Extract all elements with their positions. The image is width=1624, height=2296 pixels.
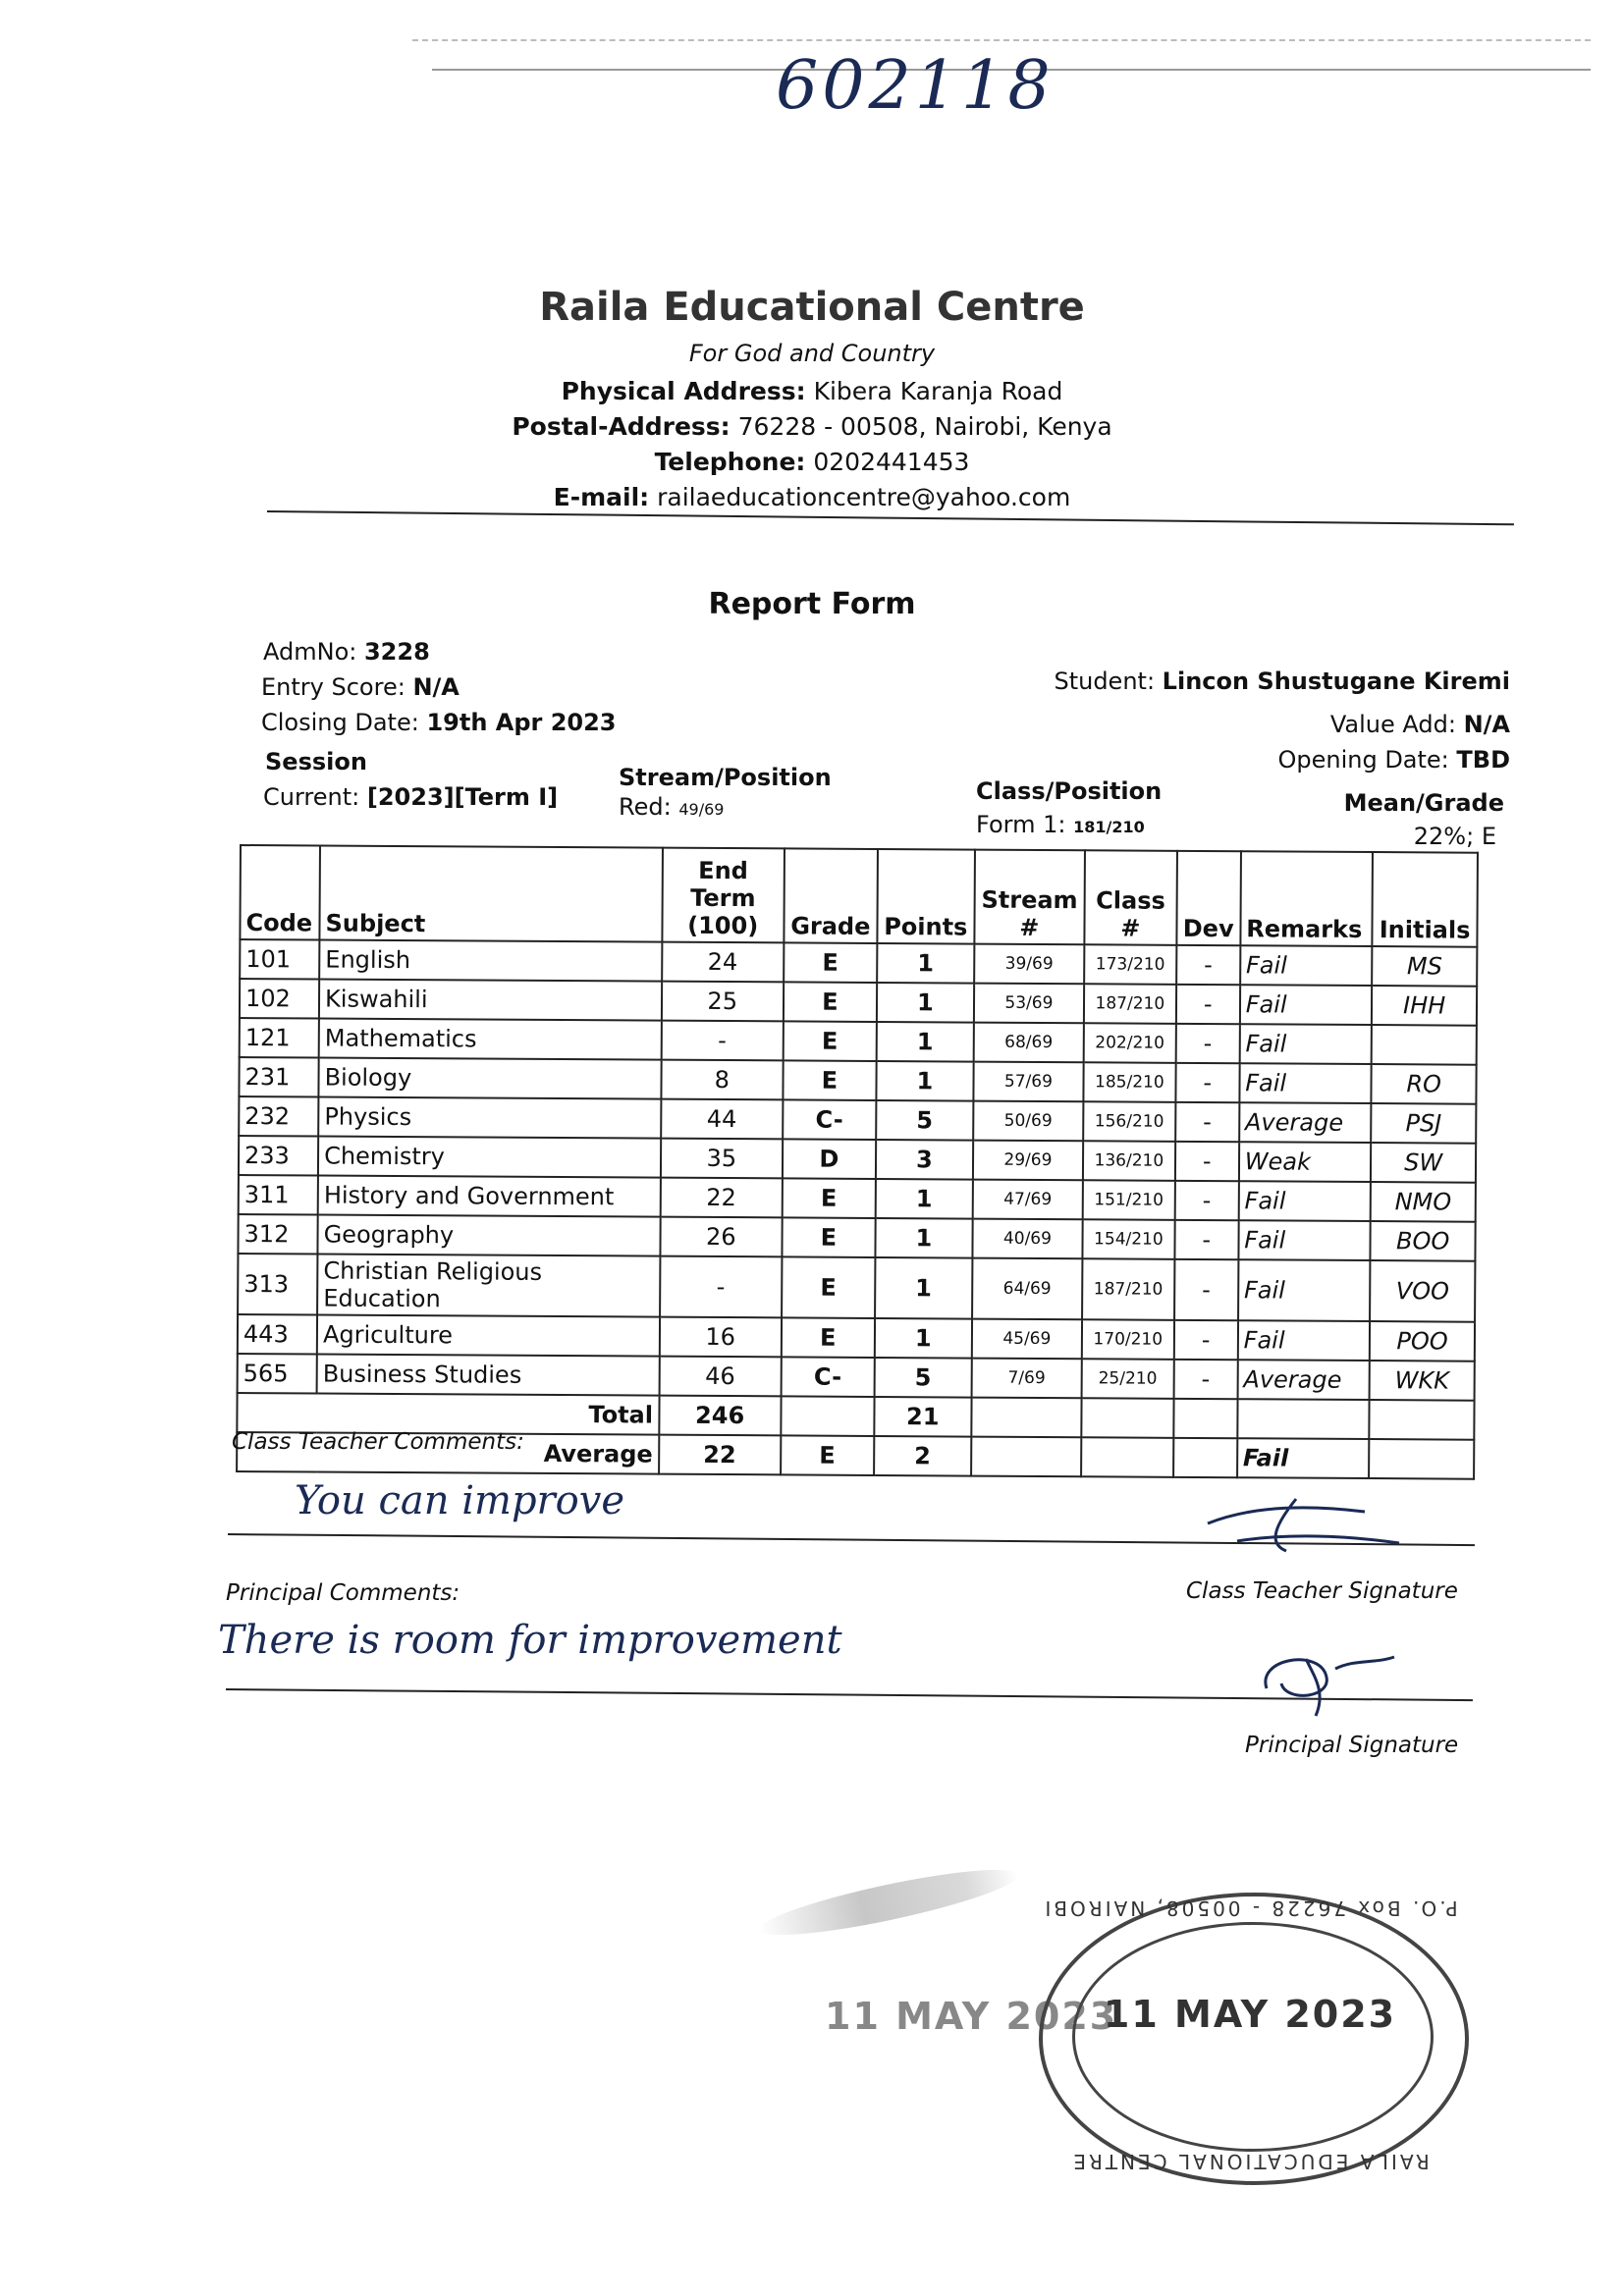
cell-points: 1 xyxy=(876,1061,973,1101)
cell-code: 232 xyxy=(239,1096,318,1136)
adm-no-label: AdmNo: xyxy=(263,638,357,666)
email-value: railaeducationcentre@yahoo.com xyxy=(657,483,1071,511)
cell-class: 154/210 xyxy=(1082,1219,1174,1259)
col-points: Points xyxy=(877,849,975,944)
cell-remarks: Average xyxy=(1239,1102,1372,1143)
opening-date-value: TBD xyxy=(1456,746,1510,774)
cell-code: 121 xyxy=(240,1018,319,1057)
cell-subject: History and Government xyxy=(318,1175,661,1216)
cell-points: 5 xyxy=(876,1100,973,1141)
cell-dev: - xyxy=(1175,1102,1239,1142)
physical-address-value: Kibera Karanja Road xyxy=(813,377,1063,405)
grades-body xyxy=(238,939,1478,1401)
cell-initials: IHH xyxy=(1372,986,1477,1026)
cell-remarks: Fail xyxy=(1238,1220,1371,1260)
physical-address-label: Physical Address: xyxy=(561,377,806,405)
cell-grade: E xyxy=(784,942,877,983)
average-empty-cell xyxy=(1369,1439,1474,1479)
cell-score: 8 xyxy=(661,1060,784,1100)
opening-date-label: Opening Date: xyxy=(1277,746,1449,774)
stream-position-value: 49/69 xyxy=(678,800,725,819)
session-title: Session xyxy=(265,748,367,775)
cell-score: - xyxy=(661,1021,784,1061)
ink-smudge xyxy=(755,1857,1022,1947)
cell-remarks: Fail xyxy=(1239,1024,1372,1064)
average-points: 2 xyxy=(874,1436,971,1476)
entry-score xyxy=(261,673,460,701)
cell-score: 35 xyxy=(660,1139,783,1179)
handwritten-number: 602118 xyxy=(776,47,1055,125)
cell-stream: 39/69 xyxy=(974,944,1084,985)
cell-code: 102 xyxy=(240,979,319,1018)
average-empty-cell xyxy=(1173,1438,1237,1477)
cell-class: 156/210 xyxy=(1083,1101,1175,1142)
average-label: Average xyxy=(237,1432,659,1474)
cell-dev: - xyxy=(1173,1360,1237,1399)
cell-points: 3 xyxy=(876,1140,973,1180)
class-position-label: Form 1: xyxy=(976,811,1066,838)
postal-address-value: 76228 - 00508, Nairobi, Kenya xyxy=(737,412,1112,441)
closing-date-label: Closing Date: xyxy=(261,709,419,736)
email-label: E-mail: xyxy=(553,483,650,511)
cell-initials: WKK xyxy=(1370,1361,1475,1401)
student-name-value: Lincon Shustugane Kiremi xyxy=(1162,667,1510,695)
cell-stream: 64/69 xyxy=(972,1258,1083,1320)
average-remark: Fail xyxy=(1237,1438,1370,1478)
cell-class: 151/210 xyxy=(1083,1180,1175,1220)
cell-grade: E xyxy=(784,982,877,1022)
total-empty-cell xyxy=(1081,1398,1173,1438)
cell-stream: 29/69 xyxy=(973,1141,1083,1181)
postal-address-label: Postal-Address: xyxy=(512,412,731,441)
col-remarks: Remarks xyxy=(1240,851,1373,946)
cell-code: 233 xyxy=(239,1136,318,1175)
cell-subject: Physics xyxy=(318,1096,661,1138)
cell-score: 25 xyxy=(661,982,784,1022)
cell-score: - xyxy=(660,1256,783,1318)
class-teacher-signature-mark xyxy=(1198,1494,1404,1557)
cell-initials: BOO xyxy=(1371,1221,1476,1261)
cell-remarks: Fail xyxy=(1240,945,1373,986)
cell-grade: E xyxy=(783,1060,876,1100)
school-motto: For God and Country xyxy=(688,340,936,367)
cell-code: 311 xyxy=(239,1175,318,1214)
cell-stream: 45/69 xyxy=(972,1319,1082,1360)
report-title: Report Form xyxy=(708,587,916,621)
cell-class: 25/210 xyxy=(1082,1359,1174,1399)
cell-remarks: Fail xyxy=(1239,1063,1372,1103)
telephone xyxy=(0,448,1624,476)
cell-stream: 7/69 xyxy=(971,1359,1081,1399)
cell-grade: E xyxy=(782,1317,875,1358)
cell-initials: PSJ xyxy=(1371,1103,1476,1144)
session-current-value: [2023][Term I] xyxy=(366,783,559,811)
cell-stream: 50/69 xyxy=(973,1101,1083,1142)
school-name: Raila Educational Centre xyxy=(539,285,1085,330)
student-name-label: Student: xyxy=(1054,667,1156,695)
session-current-label: Current: xyxy=(263,783,360,811)
entry-score-value: N/A xyxy=(412,673,460,701)
cell-dev: - xyxy=(1176,945,1240,985)
cell-points: 1 xyxy=(877,943,974,984)
cell-subject: Christian Religious Education xyxy=(317,1254,660,1316)
cell-score: 44 xyxy=(661,1099,784,1140)
cell-stream: 53/69 xyxy=(974,984,1084,1024)
col-subject: Subject xyxy=(319,846,662,942)
cell-class: 202/210 xyxy=(1084,1023,1176,1063)
grades-table xyxy=(236,844,1479,1480)
cell-subject: Mathematics xyxy=(319,1018,662,1059)
physical-address xyxy=(0,377,1624,405)
value-add-value: N/A xyxy=(1463,711,1510,738)
cell-remarks: Fail xyxy=(1238,1181,1371,1221)
student-name xyxy=(1054,667,1510,695)
cell-points: 1 xyxy=(877,983,974,1023)
table-row xyxy=(238,1254,1475,1322)
cell-score: 26 xyxy=(660,1217,783,1257)
class-teacher-comments-label: Class Teacher Comments: xyxy=(232,1429,524,1455)
cell-points: 1 xyxy=(876,1022,973,1062)
cell-subject: Business Studies xyxy=(317,1354,660,1395)
cell-class: 187/210 xyxy=(1084,984,1176,1024)
cell-dev: - xyxy=(1174,1259,1238,1320)
header-divider xyxy=(267,510,1514,525)
class-position xyxy=(976,811,1145,838)
cell-code: 565 xyxy=(238,1354,317,1393)
total-empty-cell xyxy=(971,1398,1081,1438)
postal-address xyxy=(0,412,1624,441)
cell-stream: 57/69 xyxy=(973,1062,1083,1102)
total-label: Total xyxy=(237,1393,659,1435)
cell-stream: 47/69 xyxy=(973,1180,1083,1220)
cell-dev: - xyxy=(1174,1220,1238,1259)
value-add xyxy=(1330,711,1510,738)
cell-initials xyxy=(1372,1025,1477,1065)
principal-comment: There is room for improvement xyxy=(218,1618,842,1663)
entry-score-label: Entry Score: xyxy=(261,673,406,701)
class-position-title: Class/Position xyxy=(976,777,1163,805)
cell-dev: - xyxy=(1175,1024,1239,1063)
cell-stream: 68/69 xyxy=(973,1023,1083,1063)
cell-dev: - xyxy=(1175,1142,1239,1181)
cell-dev: - xyxy=(1175,1063,1239,1102)
cell-grade: D xyxy=(783,1139,876,1179)
stream-position xyxy=(619,793,724,821)
cell-initials: MS xyxy=(1372,946,1477,987)
telephone-label: Telephone: xyxy=(654,448,806,476)
total-empty-cell xyxy=(1370,1400,1475,1440)
cell-dev: - xyxy=(1174,1320,1238,1360)
total-empty-cell xyxy=(1173,1399,1237,1438)
cell-score: 16 xyxy=(659,1317,782,1358)
cell-code: 312 xyxy=(238,1214,317,1254)
cell-subject: Biology xyxy=(318,1057,661,1098)
cell-points: 1 xyxy=(875,1257,972,1319)
cell-class: 173/210 xyxy=(1084,944,1176,985)
col-end-term: End Term (100) xyxy=(662,848,785,943)
cell-subject: Geography xyxy=(318,1214,661,1255)
cell-score: 22 xyxy=(660,1178,783,1218)
cell-remarks: Fail xyxy=(1238,1259,1371,1321)
cell-points: 1 xyxy=(875,1218,972,1258)
col-code: Code xyxy=(240,845,320,939)
total-grade-cell xyxy=(781,1396,874,1436)
cell-remarks: Weak xyxy=(1239,1142,1372,1182)
average-score: 22 xyxy=(659,1435,782,1475)
stream-position-label: Red: xyxy=(619,793,672,821)
cell-dev: - xyxy=(1174,1181,1238,1220)
ghost-date-stamp: 11 MAY 2023 xyxy=(825,1995,1118,2038)
cell-grade: C- xyxy=(783,1099,876,1140)
school-stamp-inner-ring xyxy=(1072,1922,1434,2152)
stamp-top-text: P.O. Box 76228 - 00508, NAIROBI xyxy=(1042,1896,1458,1920)
total-points: 21 xyxy=(874,1397,971,1437)
average-empty-cell xyxy=(1081,1437,1173,1477)
cell-initials: SW xyxy=(1371,1143,1476,1183)
class-teacher-comment: You can improve xyxy=(295,1478,625,1523)
cell-grade: E xyxy=(782,1256,875,1318)
cell-points: 1 xyxy=(875,1318,972,1359)
cell-remarks: Average xyxy=(1237,1360,1370,1400)
cell-initials: NMO xyxy=(1371,1182,1476,1222)
cell-subject: Agriculture xyxy=(317,1314,660,1356)
telephone-value: 0202441453 xyxy=(813,448,970,476)
cell-code: 101 xyxy=(240,939,319,979)
closing-date-value: 19th Apr 2023 xyxy=(426,709,617,736)
session-current xyxy=(263,783,558,811)
stamp-bottom-text: RAILA EDUCATIONAL CENTRE xyxy=(1070,2150,1430,2173)
stamp-date: 11 MAY 2023 xyxy=(1103,1993,1397,2036)
cell-grade: E xyxy=(784,1021,877,1061)
cell-class: 136/210 xyxy=(1083,1141,1175,1181)
mean-grade-value: 22%; E xyxy=(1413,823,1496,850)
col-class: Class # xyxy=(1084,850,1176,945)
cell-code: 231 xyxy=(239,1057,318,1096)
adm-no xyxy=(263,638,430,666)
mean-grade-title: Mean/Grade xyxy=(1343,789,1504,817)
cell-code: 313 xyxy=(238,1254,317,1314)
cell-initials: VOO xyxy=(1370,1260,1475,1322)
table-header-row xyxy=(240,845,1478,947)
stream-position-title: Stream/Position xyxy=(619,764,832,791)
cell-points: 1 xyxy=(876,1179,973,1219)
average-empty-cell xyxy=(971,1437,1081,1477)
cell-class: 185/210 xyxy=(1083,1062,1175,1102)
col-stream: Stream # xyxy=(974,850,1085,945)
cell-dev: - xyxy=(1176,985,1240,1024)
total-score: 246 xyxy=(659,1396,782,1436)
opening-date xyxy=(1277,746,1510,774)
cell-code: 443 xyxy=(238,1314,317,1354)
cell-subject: Chemistry xyxy=(318,1136,661,1177)
cell-remarks: Fail xyxy=(1238,1320,1371,1361)
cell-grade: E xyxy=(783,1178,876,1218)
cell-grade: C- xyxy=(781,1357,874,1397)
average-grade: E xyxy=(781,1435,874,1475)
cell-points: 5 xyxy=(874,1358,971,1398)
col-initials: Initials xyxy=(1373,852,1478,947)
col-dev: Dev xyxy=(1176,851,1241,945)
cell-remarks: Fail xyxy=(1240,985,1373,1025)
principal-signature-label: Principal Signature xyxy=(1245,1733,1459,1758)
cell-score: 46 xyxy=(659,1357,782,1397)
adm-no-value: 3228 xyxy=(363,638,430,666)
class-position-value: 181/210 xyxy=(1073,818,1145,836)
total-empty-cell xyxy=(1237,1399,1370,1439)
col-grade: Grade xyxy=(784,848,878,943)
cell-class: 187/210 xyxy=(1082,1258,1174,1320)
cell-subject: Kiswahili xyxy=(319,979,662,1020)
cell-class: 170/210 xyxy=(1082,1319,1174,1360)
cell-score: 24 xyxy=(662,942,785,983)
email xyxy=(0,483,1624,511)
cell-subject: English xyxy=(319,939,662,981)
class-teacher-signature-label: Class Teacher Signature xyxy=(1186,1578,1458,1604)
value-add-label: Value Add: xyxy=(1329,711,1456,738)
cell-stream: 40/69 xyxy=(972,1219,1082,1259)
cell-initials: RO xyxy=(1372,1064,1477,1104)
cell-grade: E xyxy=(782,1217,875,1257)
top-dashed-line xyxy=(412,39,1591,41)
cell-initials: POO xyxy=(1370,1321,1475,1362)
principal-comments-label: Principal Comments: xyxy=(226,1580,460,1606)
principal-signature-mark xyxy=(1247,1639,1404,1718)
closing-date xyxy=(261,709,617,736)
